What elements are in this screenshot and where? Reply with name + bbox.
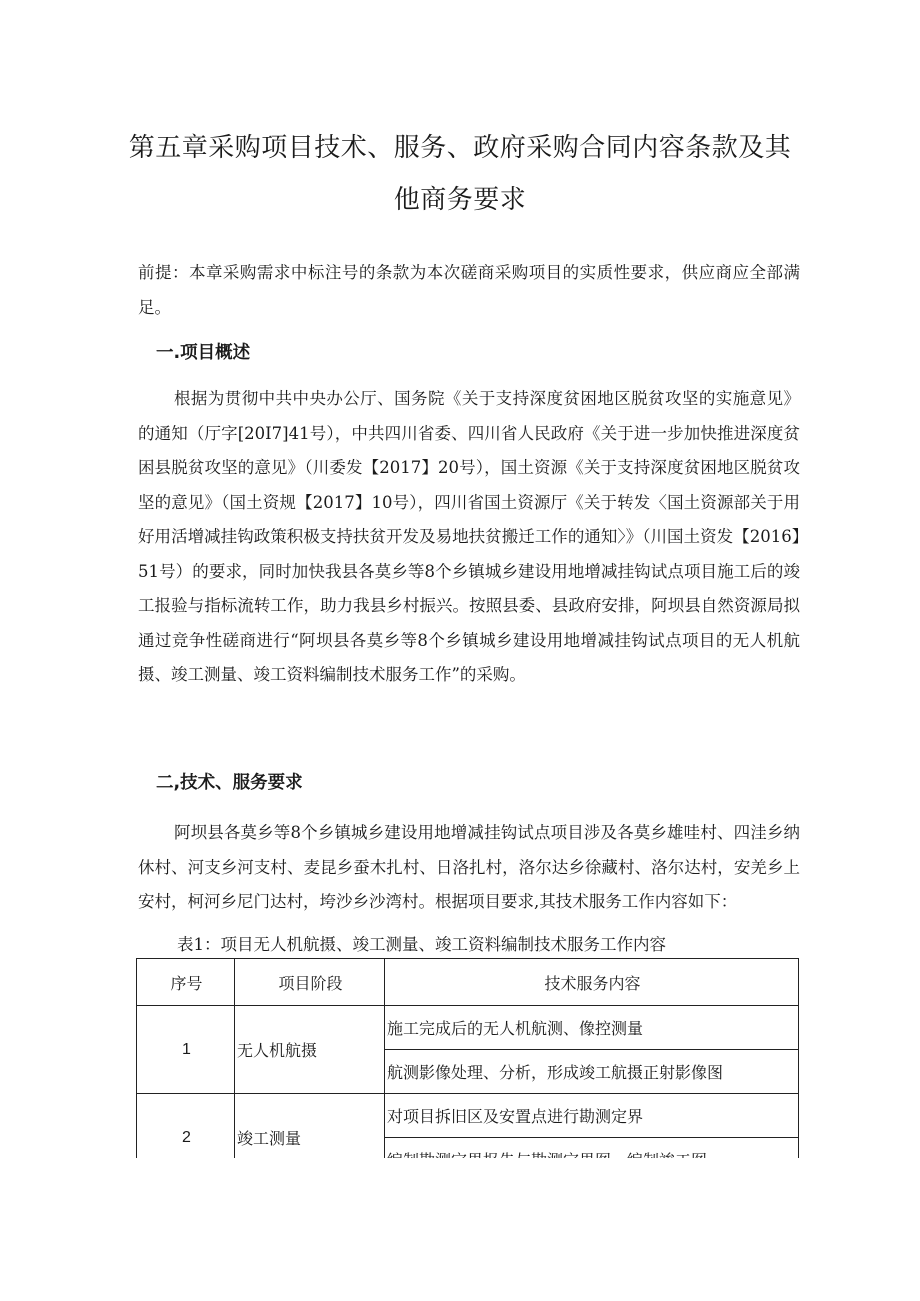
row-stage: 竣工测量 <box>235 1094 385 1182</box>
page-bottom-margin <box>0 1158 920 1301</box>
row-number: 2 <box>137 1094 235 1182</box>
table-header-row <box>137 959 799 1006</box>
table-row <box>137 1006 799 1050</box>
header-stage: 项目阶段 <box>235 959 385 1006</box>
table-row <box>137 1094 799 1138</box>
section-1-body: 根据为贯彻中共中央办公厅、国务院《关于支持深度贫困地区脱贫攻坚的实施意见》的通知（厅字[20I7]41号），中共四川省委、四川省人民政府《关于进一步加快推进深度贫困县脱贫攻坚的意见》（川委发【2017】20号），国土资源《关于支持深度贫困地区脱贫攻坚的意见》（国土资规【2017】10号），四川省国土资源厅《关于转发〈国土资源部关于用好用活增减挂钩政策积极支持扶贫开发及易地扶贫搬迁工作的通知〉》（川国土资发【2016】51号）的要求，同时加快我县各莫乡等8个乡镇城乡建设用地增减挂钩试点项目施工后的竣工报验与指标流转工作，助力我县乡村振兴。按照县委、县政府安排，阿坝县自然资源局拟通过竞争性磋商进行“阿坝县各莫乡等8个乡镇城乡建设用地增减挂钩试点项目的无人机航摄、竣工测量、竣工资料编制技术服务工作”的采购。 <box>138 389 800 684</box>
section-2-heading: 二,技术、服务要求 <box>156 773 303 793</box>
section-1-heading: 一.项目概述 <box>156 343 251 363</box>
row-content-item: 航测影像处理、分析，形成竣工航摄正射影像图 <box>385 1050 799 1094</box>
title-line-2: 他商务要求 <box>393 185 527 215</box>
row-stage: 无人机航摄 <box>235 1006 385 1094</box>
header-content: 技术服务内容 <box>385 959 799 1006</box>
section-2-body: 阿坝县各莫乡等8个乡镇城乡建设用地增减挂钩试点项目涉及各莫乡雄哇村、四洼乡纳休村、河支乡河支村、麦昆乡蚕木扎村、日洛扎村，洛尔达乡徐藏村、洛尔达村，安羌乡上安村，柯河乡尼门达村，垮沙乡沙湾村。根据项目要求,其技术服务工作内容如下： <box>138 823 800 911</box>
header-number: 序号 <box>137 959 235 1006</box>
service-table <box>136 958 799 1182</box>
table-caption: 表1：项目无人机航摄、竣工测量、竣工资料编制技术服务工作内容 <box>177 935 666 954</box>
row-content-item: 施工完成后的无人机航测、像控测量 <box>385 1006 799 1050</box>
page-title <box>0 122 920 226</box>
title-line-1: 第五章采购项目技术、服务、政府采购合同内容条款及其 <box>128 133 792 163</box>
row-number: 1 <box>137 1006 235 1094</box>
row-content-item: 对项目拆旧区及安置点进行勘测定界 <box>385 1094 799 1138</box>
premise-paragraph: 前提：本章采购需求中标注号的条款为本次磋商采购项目的实质性要求，供应商应全部满足。 <box>138 263 800 317</box>
